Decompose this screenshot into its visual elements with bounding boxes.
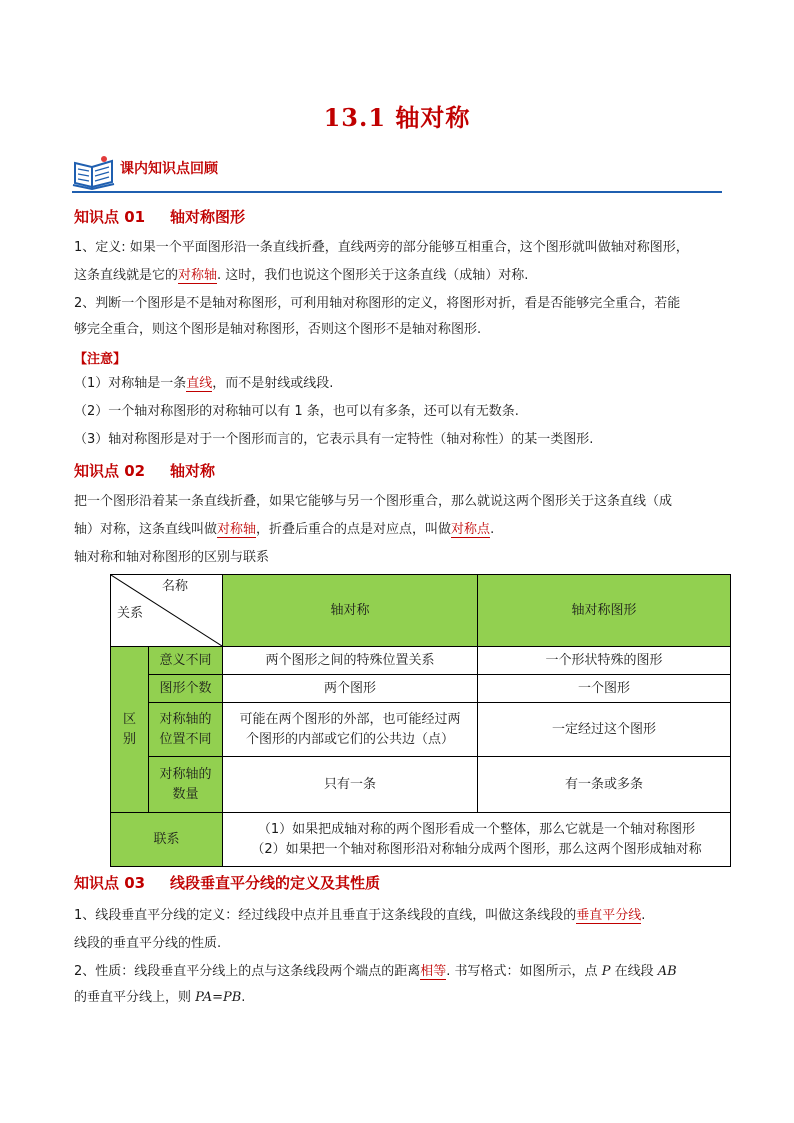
table-row: [111, 647, 731, 675]
banner-text: 课内知识点回顾: [120, 161, 218, 177]
table-corner-cell: [111, 575, 223, 647]
term-symmetric-point: 对称点: [451, 522, 491, 537]
note-3: （3）轴对称图形是对于一个图形而言的，它表示具有一定特性（轴对称性）的某一类图形.: [74, 432, 594, 447]
heading-k1-title: 轴对称图形: [170, 208, 246, 226]
heading-k3-title: 线段垂直平分线的定义及其性质: [170, 874, 381, 892]
k1-p1-line2: 这条直线就是它的对称轴. 这时，我们也说这个图形关于这条直线（成轴）对称.: [74, 268, 529, 283]
heading-k1: [74, 206, 245, 227]
k3-line2: 线段的垂直平分线的性质.: [74, 936, 222, 951]
table-cell: 两个图形: [223, 675, 478, 703]
banner-divider: [72, 191, 722, 193]
k3-line4: 的垂直平分线上，则 PA=PB.: [74, 990, 246, 1005]
table-cell: 两个图形之间的特殊位置关系: [223, 647, 478, 675]
row-label: 图形个数: [149, 675, 223, 703]
row-label-link: 联系: [111, 813, 223, 867]
term-perpendicular-bisector: 垂直平分线: [576, 908, 642, 923]
k1-p2-line1: 2、判断一个图形是不是轴对称图形，可利用轴对称图形的定义，将图形对折，看是否能够完全重合，若能: [74, 296, 681, 311]
k1-p2-line2: 够完全重合，则这个图形是轴对称图形，否则这个图形不是轴对称图形.: [74, 322, 482, 337]
comparison-table: [110, 574, 731, 867]
col-header-axisymmetric-figure: 轴对称图形: [478, 575, 731, 647]
row-label: 对称轴的 位置不同: [149, 703, 223, 757]
table-cell: 一定经过这个图形: [478, 703, 731, 757]
table-cell: 一个形状特殊的图形: [478, 647, 731, 675]
heading-k2-title: 轴对称: [170, 462, 216, 480]
term-line: 直线: [186, 376, 213, 391]
k2-line2: 轴）对称，这条直线叫做对称轴，折叠后重合的点是对应点，叫做对称点.: [74, 522, 495, 537]
term-symmetry-axis: 对称轴: [178, 268, 218, 283]
note-label: 【注意】: [74, 352, 127, 367]
table-row: [111, 675, 731, 703]
row-label: 意义不同: [149, 647, 223, 675]
k3-line3: 2、性质：线段垂直平分线上的点与这条线段两个端点的距离相等. 书写格式：如图所示，点 P 在线段 AB: [74, 964, 677, 979]
heading-k2: [74, 460, 215, 481]
heading-k3-num: 知识点 03: [74, 874, 146, 892]
row-label: 对称轴的 数量: [149, 757, 223, 813]
note-2: （2）一个轴对称图形的对称轴可以有 1 条，也可以有多条，还可以有无数条.: [74, 404, 519, 419]
book-icon: [72, 154, 116, 190]
section-banner: [72, 150, 722, 194]
k2-line1: 把一个图形沿着某一条直线折叠，如果它能够与另一个图形重合，那么就说这两个图形关于这条直线（成: [74, 494, 673, 509]
table-row-link: [111, 813, 731, 867]
group-label-difference: 区 别: [111, 647, 149, 813]
table-caption: 轴对称和轴对称图形的区别与联系: [74, 550, 270, 565]
table-cell: 有一条或多条: [478, 757, 731, 813]
table-cell: 可能在两个图形的外部，也可能经过两 个图形的内部或它们的公共边（点）: [223, 703, 478, 757]
note-1: （1）对称轴是一条直线，而不是射线或线段.: [74, 376, 334, 391]
table-header-row: [111, 575, 731, 647]
corner-top-label: 名称: [161, 579, 188, 594]
heading-k1-num: 知识点 01: [74, 208, 146, 226]
k1-p1-line1: 1、定义: 如果一个平面图形沿一条直线折叠，直线两旁的部分能够互相重合，这个图形就叫做轴对称图形，: [74, 240, 689, 255]
table-cell: 只有一条: [223, 757, 478, 813]
table-cell: 一个图形: [478, 675, 731, 703]
table-cell-link: （1）如果把成轴对称的两个图形看成一个整体，那么它就是一个轴对称图形 （2）如果把一个轴对称图形沿对称轴分成两个图形，那么这两个图形成轴对称: [223, 813, 731, 867]
heading-k3: [74, 872, 380, 893]
k3-line1: 1、线段垂直平分线的定义：经过线段中点并且垂直于这条线段的直线，叫做这条线段的垂直平分线.: [74, 908, 646, 923]
page-title: 13.1 轴对称: [323, 103, 471, 132]
term-equal: 相等: [420, 964, 447, 979]
col-header-axial-symmetry: 轴对称: [223, 575, 478, 647]
corner-bottom-label: 关系: [117, 606, 144, 621]
term-symmetry-axis-2: 对称轴: [217, 522, 257, 537]
heading-k2-num: 知识点 02: [74, 462, 146, 480]
table-row: [111, 757, 731, 813]
table-row: [111, 703, 731, 757]
